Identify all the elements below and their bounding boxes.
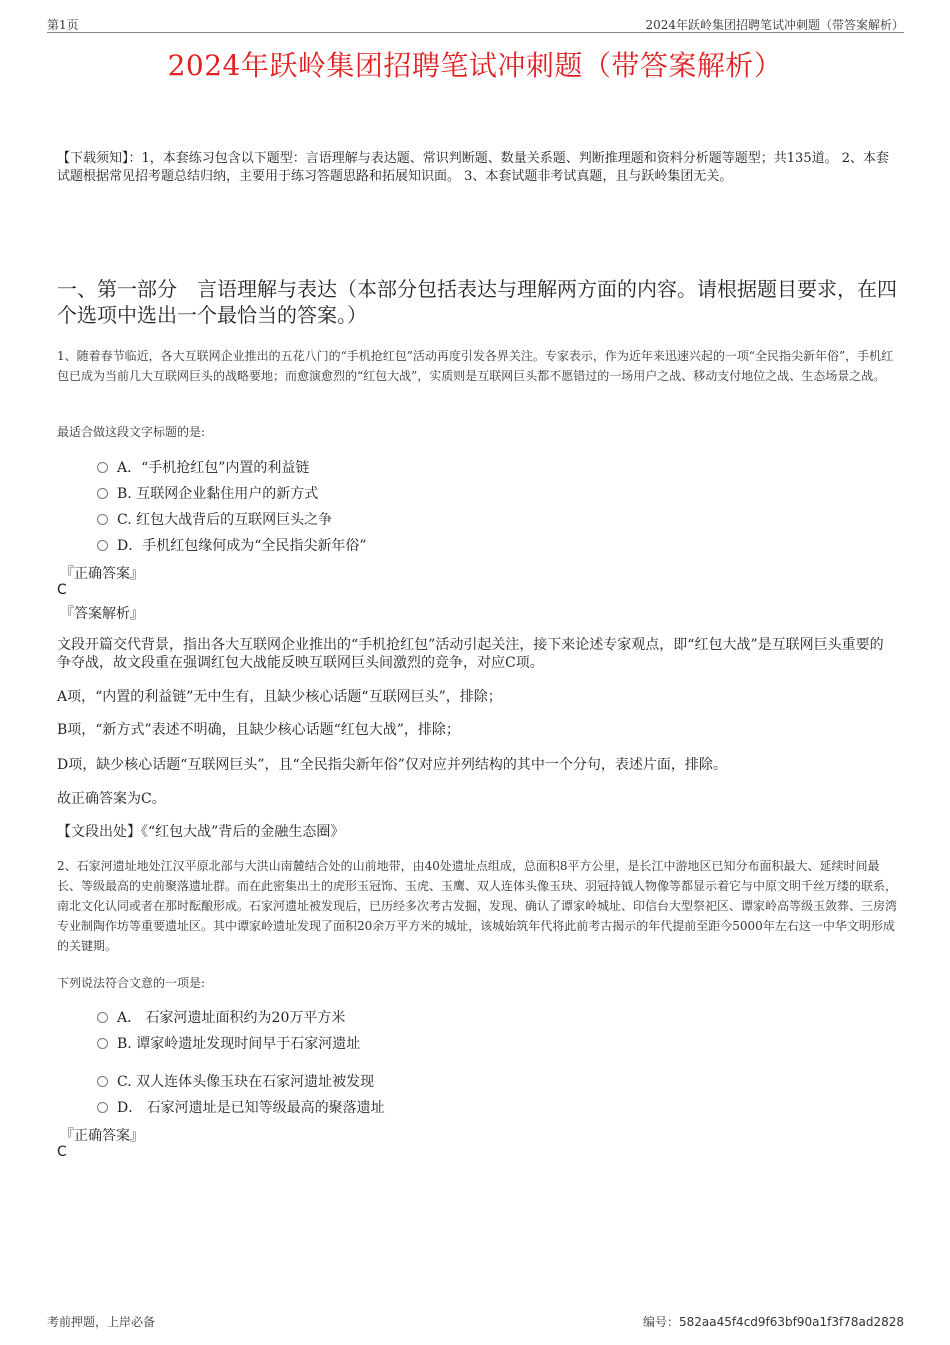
question-1-source: 【文段出处】《“红包大战”背后的金融生态圈》 <box>57 824 345 840</box>
document-title: 2024年跃岭集团招聘笔试冲刺题（带答案解析） <box>167 49 783 82</box>
option-label: C. 双人连体头像玉玦在石家河遗址被发现 <box>117 1074 375 1090</box>
radio-icon[interactable] <box>97 1102 108 1113</box>
option-label: D． 石家河遗址是已知等级最高的聚落遗址 <box>117 1100 385 1116</box>
question-1-analysis-label: 『答案解析』 <box>60 606 144 622</box>
header-divider <box>47 32 904 33</box>
question-1-text: 1、随着春节临近，各大互联网企业推出的五花八门的“手机抢红包”活动再度引发各界关注。专家表示，作为近年来迅速兴起的一项“全民指尖新年俗”，手机红包已成为当前几大互联网巨头的战略要地；而愈演愈烈的“红包大战”，实质则是互联网巨头都不愿错过的一场用户之战、移动支付地位之战、生态场景之战。 <box>57 349 894 383</box>
option-label: A． 石家河遗址面积约为20万平方米 <box>117 1010 346 1026</box>
question-1-answer-label: 『正确答案』 <box>60 566 144 582</box>
question-1-option-c[interactable] <box>97 509 332 529</box>
question-1-option-d[interactable] <box>97 535 367 555</box>
question-2-stem: 下列说法符合文意的一项是: <box>57 976 206 990</box>
radio-icon[interactable] <box>97 1012 108 1023</box>
question-1-option-b[interactable] <box>97 483 318 503</box>
option-label: C. 红包大战背后的互联网巨头之争 <box>117 512 333 528</box>
question-2-option-b[interactable] <box>97 1033 360 1053</box>
radio-icon[interactable] <box>97 1076 108 1087</box>
page-number: 第1页 <box>47 18 79 32</box>
question-1-analysis-paragraph: B项，“新方式”表述不明确，且缺少核心话题“红包大战”，排除； <box>57 722 460 738</box>
radio-icon[interactable] <box>97 462 108 473</box>
question-1-option-a[interactable] <box>97 457 309 477</box>
question-1-analysis-paragraph: D项，缺少核心话题“互联网巨头”，且“全民指尖新年俗”仅对应并列结构的其中一个分句，表述片面，排除。 <box>57 757 727 773</box>
question-1-answer: C <box>57 582 67 598</box>
option-label: D．手机红包缘何成为“全民指尖新年俗” <box>117 538 367 554</box>
question-1-analysis-paragraph: 文段开篇交代背景，指出各大互联网企业推出的“手机抢红包”活动引起关注，接下来论述专家观点，即“红包大战”是互联网巨头重要的争夺战，故文段重在强调红包大战能反映互联网巨头间激烈的竞争，对应C项。 <box>57 637 884 671</box>
question-2-option-d[interactable] <box>97 1097 385 1117</box>
footer-code-value: 582aa45f4cd9f63bf90a1f3f78ad2828 <box>678 1315 904 1329</box>
running-title: 2024年跃岭集团招聘笔试冲刺题（带答案解析） <box>645 18 904 32</box>
question-1-analysis-paragraph: A项，“内置的利益链”无中生有，且缺少核心话题“互联网巨头”，排除； <box>57 689 502 705</box>
question-1-stem: 最适合做这段文字标题的是: <box>57 425 206 439</box>
section-heading: 一、第一部分 言语理解与表达（本部分包括表达与理解两方面的内容。请根据题目要求，在四个选项中选出一个最恰当的答案。） <box>57 277 897 327</box>
radio-icon[interactable] <box>97 540 108 551</box>
question-2-answer: C <box>57 1144 67 1160</box>
radio-icon[interactable] <box>97 1038 108 1049</box>
question-1-analysis-paragraph: 故正确答案为C。 <box>57 791 166 807</box>
footer-code <box>643 1313 904 1330</box>
radio-icon[interactable] <box>97 488 108 499</box>
question-2-answer-label: 『正确答案』 <box>60 1128 144 1144</box>
radio-icon[interactable] <box>97 514 108 525</box>
question-2-text: 2、石家河遗址地处江汉平原北部与大洪山南麓结合处的山前地带，由40处遗址点组成，总面积8平方公里，是长江中游地区已知分布面积最大、延续时间最长、等级最高的史前聚落遗址群。而在此密集出土的虎形玉冠饰、玉虎、玉鹰、双人连体头像玉玦、羽冠持钺人物像等都显示着它与中原文明千丝万缕的联系，南北文化认同或者在那时酝酿形成。石家河遗址被发现后，已历经多次考古发掘，发现、确认了谭家岭城址、印信台大型祭祀区、谭家岭高等级玉敛葬、三房湾专业制陶作坊等重要遗址区。其中谭家岭遗址发现了面积20余万平方米的城址，该城始筑年代将此前考古揭示的年代提前至距今5000年左右这一中华文明形成的关键期。 <box>57 859 898 953</box>
footer-slogan: 考前押题，上岸必备 <box>47 1315 156 1329</box>
option-label: A．“手机抢红包”内置的利益链 <box>117 460 310 476</box>
question-2-option-c[interactable] <box>97 1071 374 1091</box>
download-notice: 【下载须知】：1，本套练习包含以下题型：言语理解与表达题、常识判断题、数量关系题、判断推理题和资料分析题等题型；共135道。 2、本套试题根据常见招考题总结归纳，主要用于练习答题思路和拓展知识面。 3、本套试题非考试真题，且与跃岭集团无关。 <box>57 151 889 184</box>
footer-code-label: 编号： <box>642 1315 679 1329</box>
question-2-option-a[interactable] <box>97 1007 345 1027</box>
option-label: B. 互联网企业黏住用户的新方式 <box>117 486 319 502</box>
option-label: B. 谭家岭遗址发现时间早于石家河遗址 <box>117 1036 361 1052</box>
